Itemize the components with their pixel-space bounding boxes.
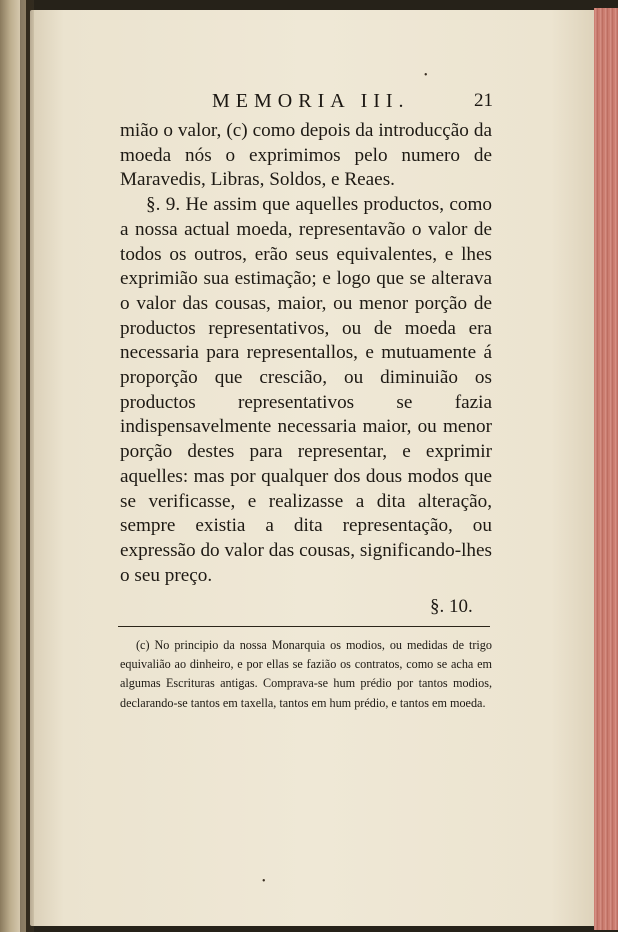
running-head-title: MEMORIA III. <box>212 90 410 112</box>
footnote-rule <box>118 626 490 627</box>
catchword: §. 10. <box>430 596 473 617</box>
paragraph-continued: mião o valor, (c) como depois da introducção da moeda nós o exprimimos pelo numero de Maravedis, Libras, Soldos, e Reaes. <box>120 120 492 191</box>
ink-speck: • <box>424 70 428 81</box>
footnote <box>120 636 492 713</box>
body-text <box>120 119 492 588</box>
red-page-edges <box>594 8 618 930</box>
paragraph-section-9: §. 9. He assim que aquelles productos, como a nossa actual moeda, representavão o valor de todos os outros, erão seus equivalentes, e lhes exprimião sua estimação; e logo que se alterava o valor das cousas, maior, ou menor porção de productos representativos, ou de moeda era necessaria para representallos, e mutuamente á proporção que crescião, ou diminuião os productos representativos se fazia indispensavelmente necessaria maior, ou menor porção destes para representar, e exprimir aquelles: mas por qualquer dos dous modos que se verificasse, e realizasse a dita alteração, sempre existia a dita representação, ou expressão do valor das cousas, significando-lhes o seu preço. <box>120 194 492 586</box>
page-gutter-shadow <box>20 0 34 932</box>
page-number: 21 <box>474 90 493 111</box>
ink-speck: • <box>262 876 266 887</box>
running-head <box>118 90 493 120</box>
footnote-c: (c) No principio da nossa Monarquia os modios, ou medidas de trigo equivalião ao dinheiro, e por ellas se fazião os contratos, como se acha em algumas Escrituras antigas. Comprava-se hum prédio por tantos modios, declarando-se tantos em taxella, tantos em hum prédio, e tantos em moeda. <box>120 638 492 710</box>
